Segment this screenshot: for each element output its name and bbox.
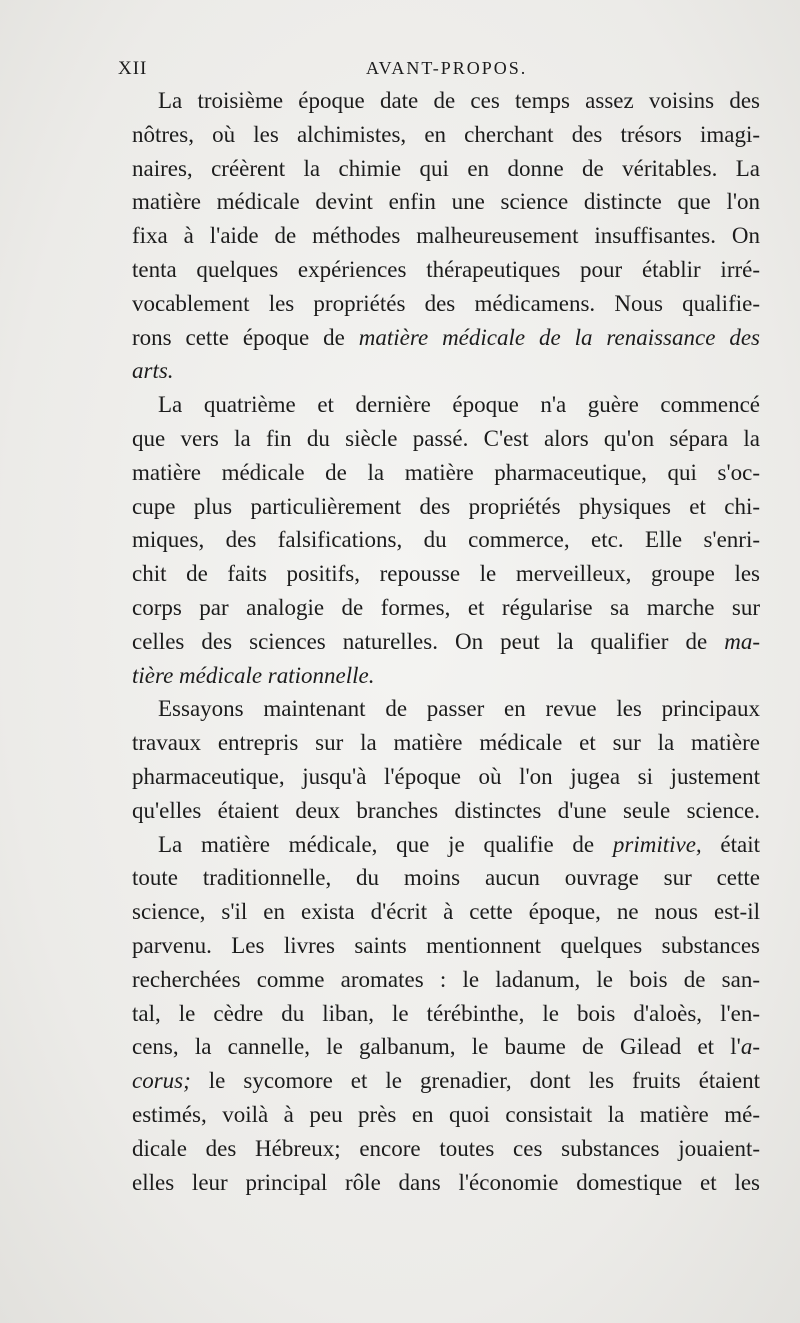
text-segment: cupe plus particulièrement des propriétés physiques et chi-	[132, 493, 760, 519]
text-segment: vocablement les propriétés des médicamens. Nous qualifie-	[132, 290, 760, 316]
text-segment: toute traditionnelle, du moins aucun ouvrage sur cette	[132, 865, 760, 891]
text-line	[132, 287, 760, 321]
text-line	[132, 422, 760, 456]
text-segment: corps par analogie de formes, et régularise sa marche sur	[132, 594, 760, 620]
text-segment: Essayons maintenant de passer en revue les principaux	[158, 696, 760, 722]
text-segment: tal, le cèdre du liban, le térébinthe, le bois d'aloès, l'en-	[132, 1000, 760, 1026]
text-line	[132, 929, 760, 963]
text-segment: miques, des falsifications, du commerce, etc. Elle s'enri-	[132, 527, 760, 553]
text-segment: naires, créèrent la chimie qui en donne de véritables. La	[132, 155, 760, 181]
text-line	[132, 321, 760, 355]
text-line	[132, 1098, 760, 1132]
text-segment: estimés, voilà à peu près en quoi consistait la matière mé-	[132, 1101, 760, 1127]
text-line	[132, 997, 760, 1031]
text-line	[132, 963, 760, 997]
text-line	[132, 659, 760, 693]
text-line	[132, 388, 760, 422]
text-line	[132, 523, 760, 557]
text-segment: que vers la fin du siècle passé. C'est alors qu'on sépara la	[132, 425, 760, 451]
text-line	[132, 490, 760, 524]
text-segment: rons cette époque de	[132, 324, 359, 350]
text-line	[132, 726, 760, 760]
text-segment: était	[701, 831, 760, 857]
text-segment: matière médicale de la matière pharmaceutique, qui s'oc-	[132, 459, 760, 485]
italic-text: tière médicale rationnelle.	[132, 662, 375, 688]
text-segment: elles leur principal rôle dans l'économie domestique et les	[132, 1169, 760, 1195]
text-segment: recherchées comme aromates : le ladanum, le bois de san-	[132, 966, 760, 992]
italic-text: arts.	[132, 358, 174, 384]
text-line	[132, 219, 760, 253]
italic-text: corus;	[132, 1068, 191, 1094]
running-title: AVANT-PROPOS.	[366, 58, 528, 78]
text-line	[132, 557, 760, 591]
text-line	[132, 861, 760, 895]
text-segment: celles des sciences naturelles. On peut la qualifier de	[132, 628, 725, 654]
text-segment: La troisième époque date de ces temps assez voisins des	[158, 88, 760, 113]
text-segment: tenta quelques expériences thérapeutiques pour établir irré-	[132, 256, 760, 282]
text-segment: cens, la cannelle, le galbanum, le baume de Gilead et l'	[132, 1034, 741, 1060]
text-line	[132, 1132, 760, 1166]
text-segment: fixa à l'aide de méthodes malheureusement insuffisantes. On	[132, 223, 760, 249]
text-line	[132, 253, 760, 287]
text-line	[132, 828, 760, 862]
text-line	[132, 895, 760, 929]
text-segment: pharmaceutique, jusqu'à l'époque où l'on jugea si justement	[132, 763, 760, 789]
text-line	[132, 625, 760, 659]
text-segment: travaux entrepris sur la matière médicale et sur la matière	[132, 730, 760, 756]
page-number: XII	[118, 58, 148, 79]
text-line	[132, 84, 760, 118]
text-line	[132, 354, 760, 388]
text-line	[132, 456, 760, 490]
text-line	[132, 1166, 760, 1200]
italic-text: ma-	[724, 628, 760, 654]
text-segment: nôtres, où les alchimistes, en cherchant des trésors imagi-	[132, 121, 760, 147]
text-segment: matière médicale devint enfin une science distincte que l'on	[132, 189, 760, 215]
text-line	[132, 1030, 760, 1064]
text-segment: La quatrième et dernière époque n'a guère commencé	[158, 392, 760, 418]
text-segment: parvenu. Les livres saints mentionnent quelques substances	[132, 932, 760, 958]
text-segment: dicale des Hébreux; encore toutes ces substances jouaient-	[132, 1135, 760, 1161]
text-line	[132, 692, 760, 726]
text-segment: La matière médicale, que je qualifie de	[158, 831, 613, 857]
text-line	[132, 760, 760, 794]
text-line	[132, 118, 760, 152]
text-line	[132, 185, 760, 219]
text-segment: qu'elles étaient deux branches distinctes d'une seule science.	[132, 797, 760, 823]
body-text	[132, 84, 760, 1199]
italic-text: a-	[740, 1034, 760, 1060]
italic-text: matière médicale de la renaissance des	[358, 324, 760, 350]
text-line	[132, 591, 760, 625]
text-segment: le sycomore et le grenadier, dont les fruits étaient	[190, 1068, 760, 1094]
text-line	[132, 152, 760, 186]
text-segment: science, s'il en exista d'écrit à cette époque, ne nous est-il	[132, 899, 760, 925]
text-segment: chit de faits positifs, repousse le merveilleux, groupe les	[132, 561, 760, 587]
text-line	[132, 794, 760, 828]
italic-text: primitive,	[612, 831, 702, 857]
text-line	[132, 1064, 760, 1098]
